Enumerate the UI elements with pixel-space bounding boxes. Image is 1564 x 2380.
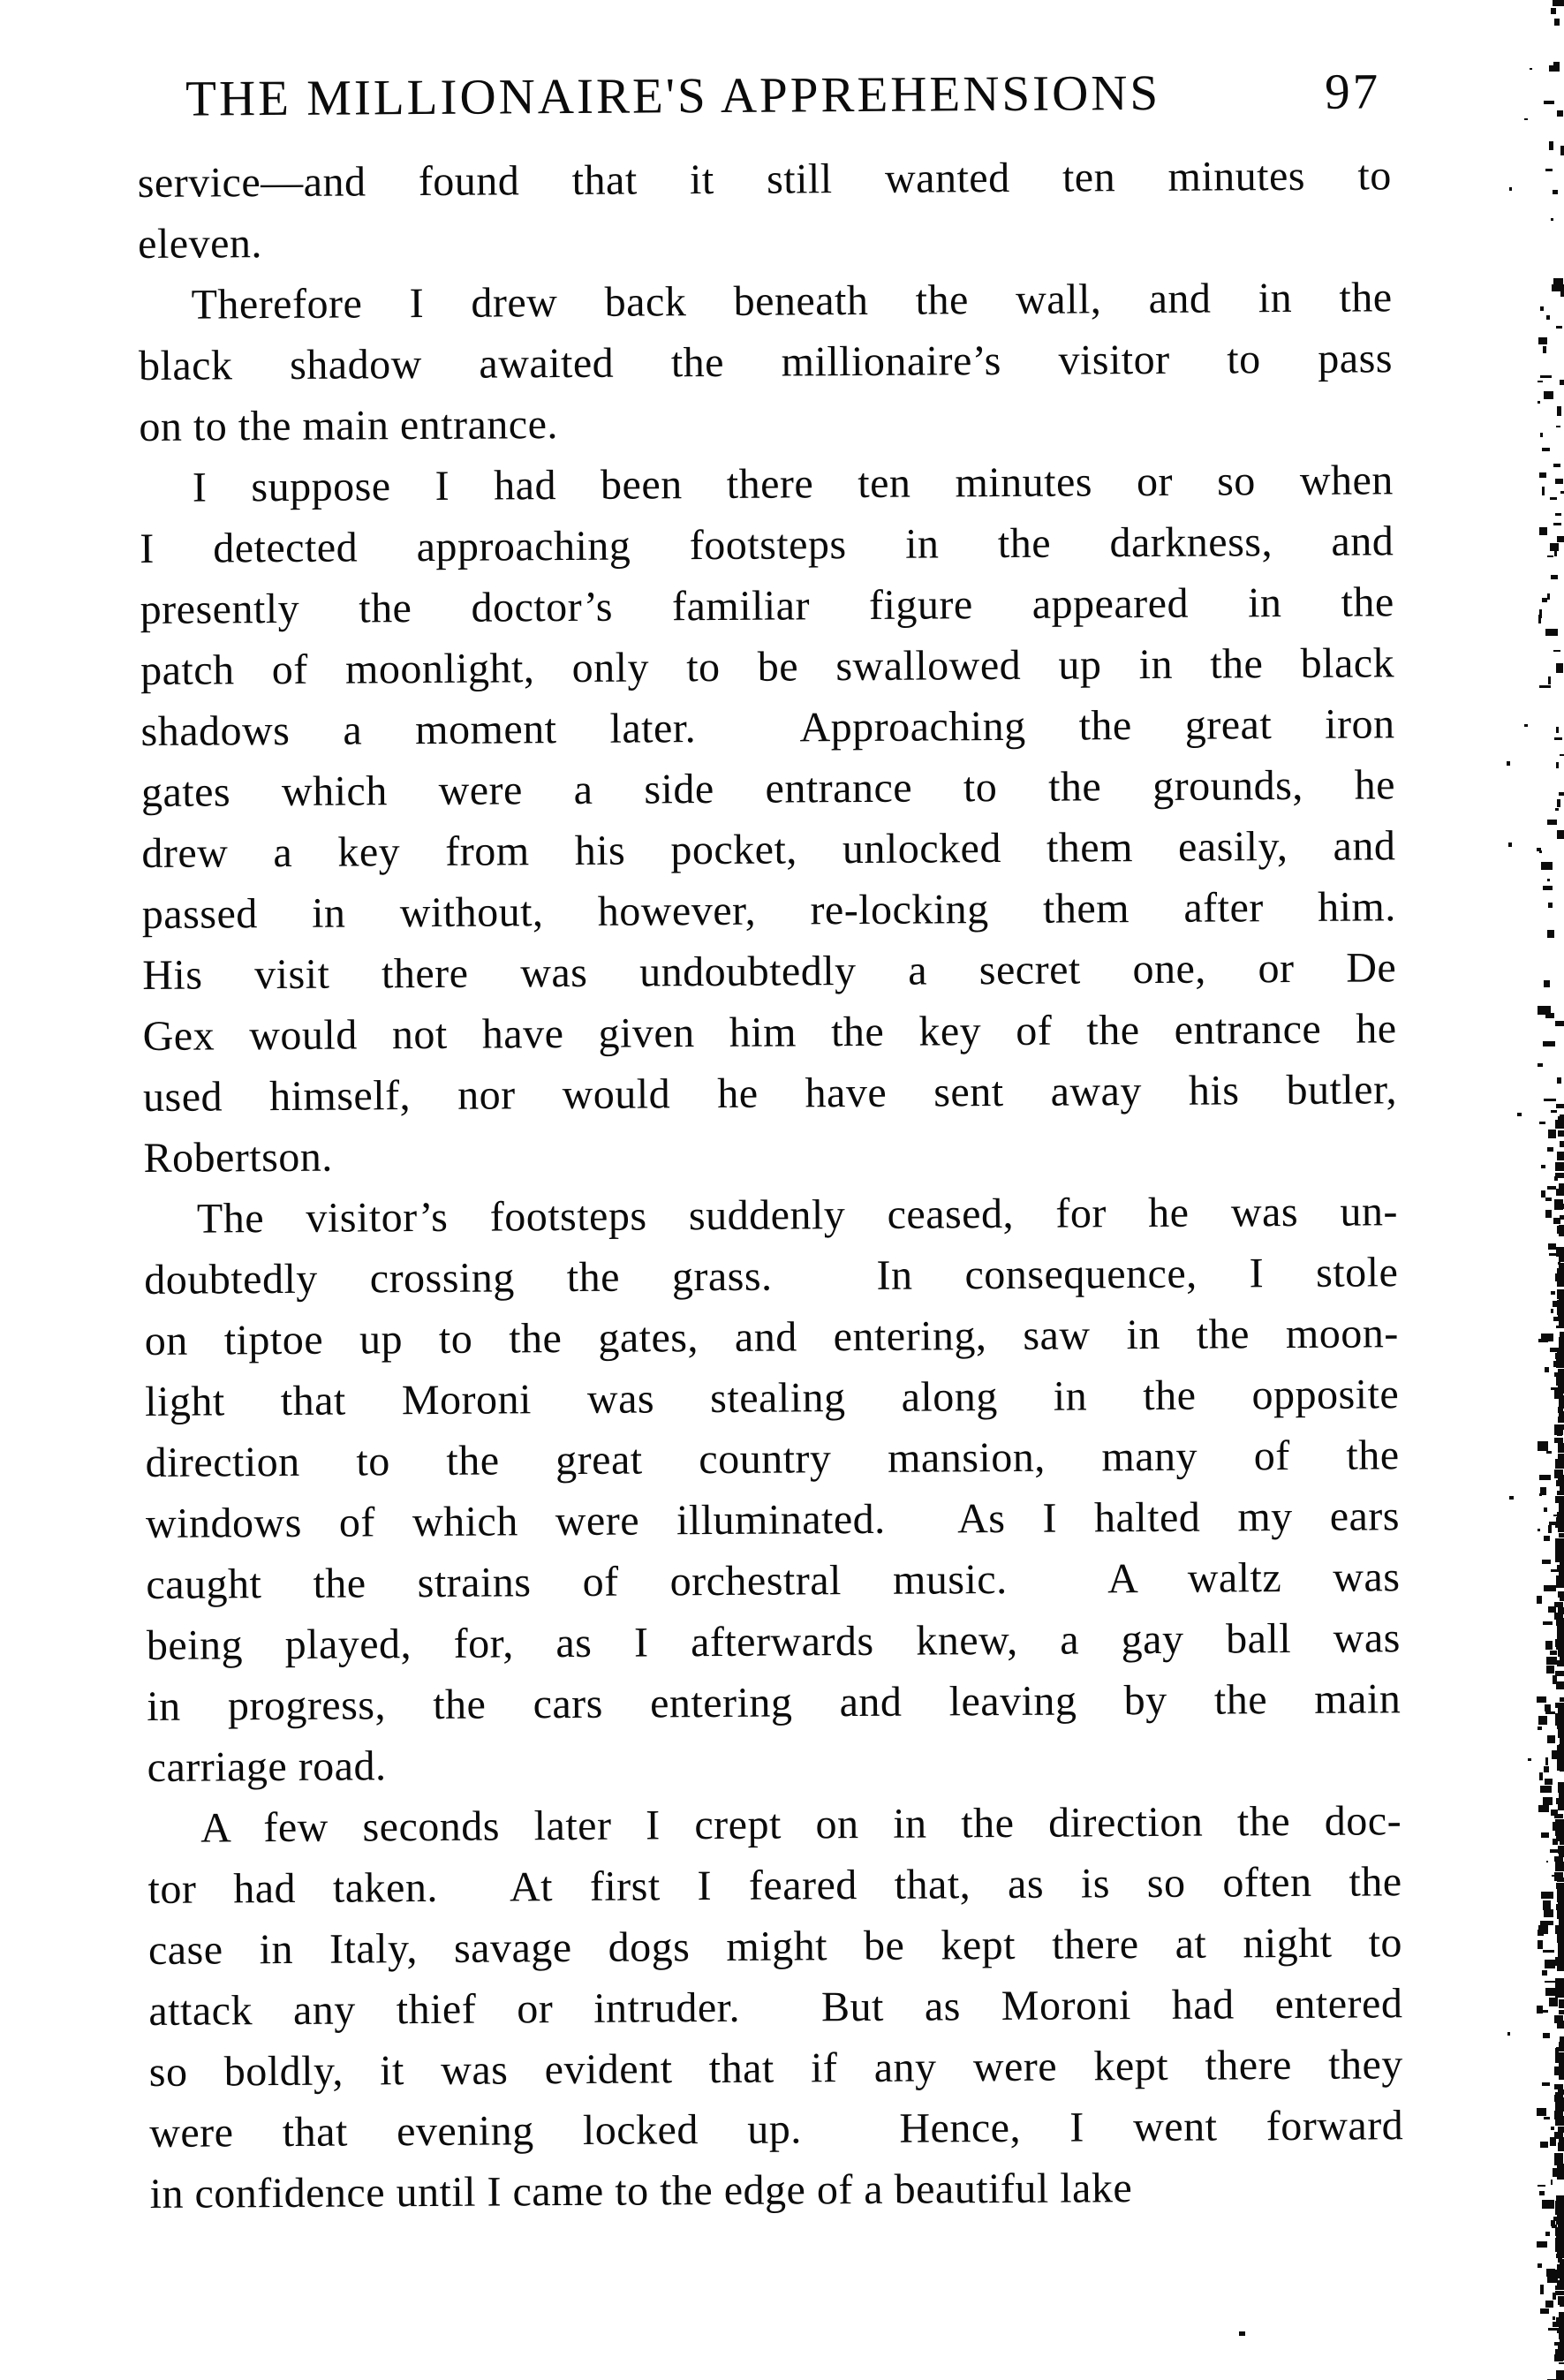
text-line: gates which were a side entrance to the grounds, he (140, 761, 1396, 816)
text-line: Therefore I drew back beneath the wall, and in the (191, 274, 1393, 329)
text-line: were that evening locked up. Hence, I went forward (149, 2102, 1404, 2157)
text-line: service—and found that it still wanted ten minutes to (137, 152, 1392, 207)
text-line: Robertson. (143, 1133, 333, 1182)
text-line: light that Moroni was stealing along in the opposite (145, 1371, 1400, 1425)
text-line: presently the doctor’s familiar figure appeared in the (140, 578, 1394, 633)
text-line: direction to the great country mansion, many of the (145, 1432, 1400, 1486)
text-line: eleven. (138, 220, 263, 268)
text-line: caught the strains of orchestral music. A waltz was (146, 1553, 1401, 1608)
page-text (138, 145, 1404, 2225)
text-line: black shadow awaited the millionaire’s visitor to pass (138, 335, 1394, 389)
text-line: carriage road. (147, 1742, 387, 1791)
text-line: in progress, the cars entering and leaving by the main (147, 1675, 1402, 1730)
text-line: I suppose I had been there ten minutes or so when (192, 457, 1394, 511)
text-line: in confidence until I came to the edge of a beautiful lake (149, 2165, 1133, 2218)
text-line: shadows a moment later. Approaching the great iron (140, 700, 1395, 755)
text-line: drew a key from his pocket, unlocked them easily, and (141, 822, 1396, 877)
running-title: THE MILLIONAIRE'S APPREHENSIONS (185, 64, 1161, 127)
text-line: A few seconds later I crept on in the direction the doc- (200, 1797, 1402, 1852)
text-line: His visit there was undoubtedly a secret one, or De (142, 944, 1397, 999)
text-line: passed in without, however, re-locking them after him. (141, 883, 1396, 938)
text-line: on to the main entrance. (139, 401, 559, 450)
text-line: tor had taken. At first I feared that, as is so often the (147, 1858, 1402, 1913)
running-header (137, 66, 1391, 125)
text-line: on tiptoe up to the gates, and entering, saw in the moon- (144, 1310, 1399, 1364)
text-line: being played, for, as I afterwards knew, a gay ball was (146, 1614, 1402, 1669)
text-line: so boldly, it was evident that if any were kept there they (148, 2041, 1403, 2096)
text-line: Gex would not have given him the key of the entrance he (142, 1005, 1397, 1060)
text-line: I detected approaching footsteps in the darkness, and (140, 518, 1394, 572)
page-content (137, 66, 1404, 2225)
text-line: The visitor’s footsteps suddenly ceased, for he was un- (196, 1188, 1399, 1243)
text-line: attack any thief or intruder. But as Moroni had entered (148, 1980, 1403, 2035)
text-line: case in Italy, savage dogs might be kept there at night to (147, 1919, 1403, 1974)
text-line: windows of which were illuminated. As I halted my ears (145, 1492, 1401, 1547)
text-line: used himself, nor would he have sent away his butler, (142, 1066, 1398, 1121)
text-line: patch of moonlight, only to be swallowed up in the black (140, 639, 1395, 694)
page-number: 97 (1324, 64, 1381, 120)
text-line: doubtedly crossing the grass. In consequence, I stole (144, 1249, 1399, 1303)
